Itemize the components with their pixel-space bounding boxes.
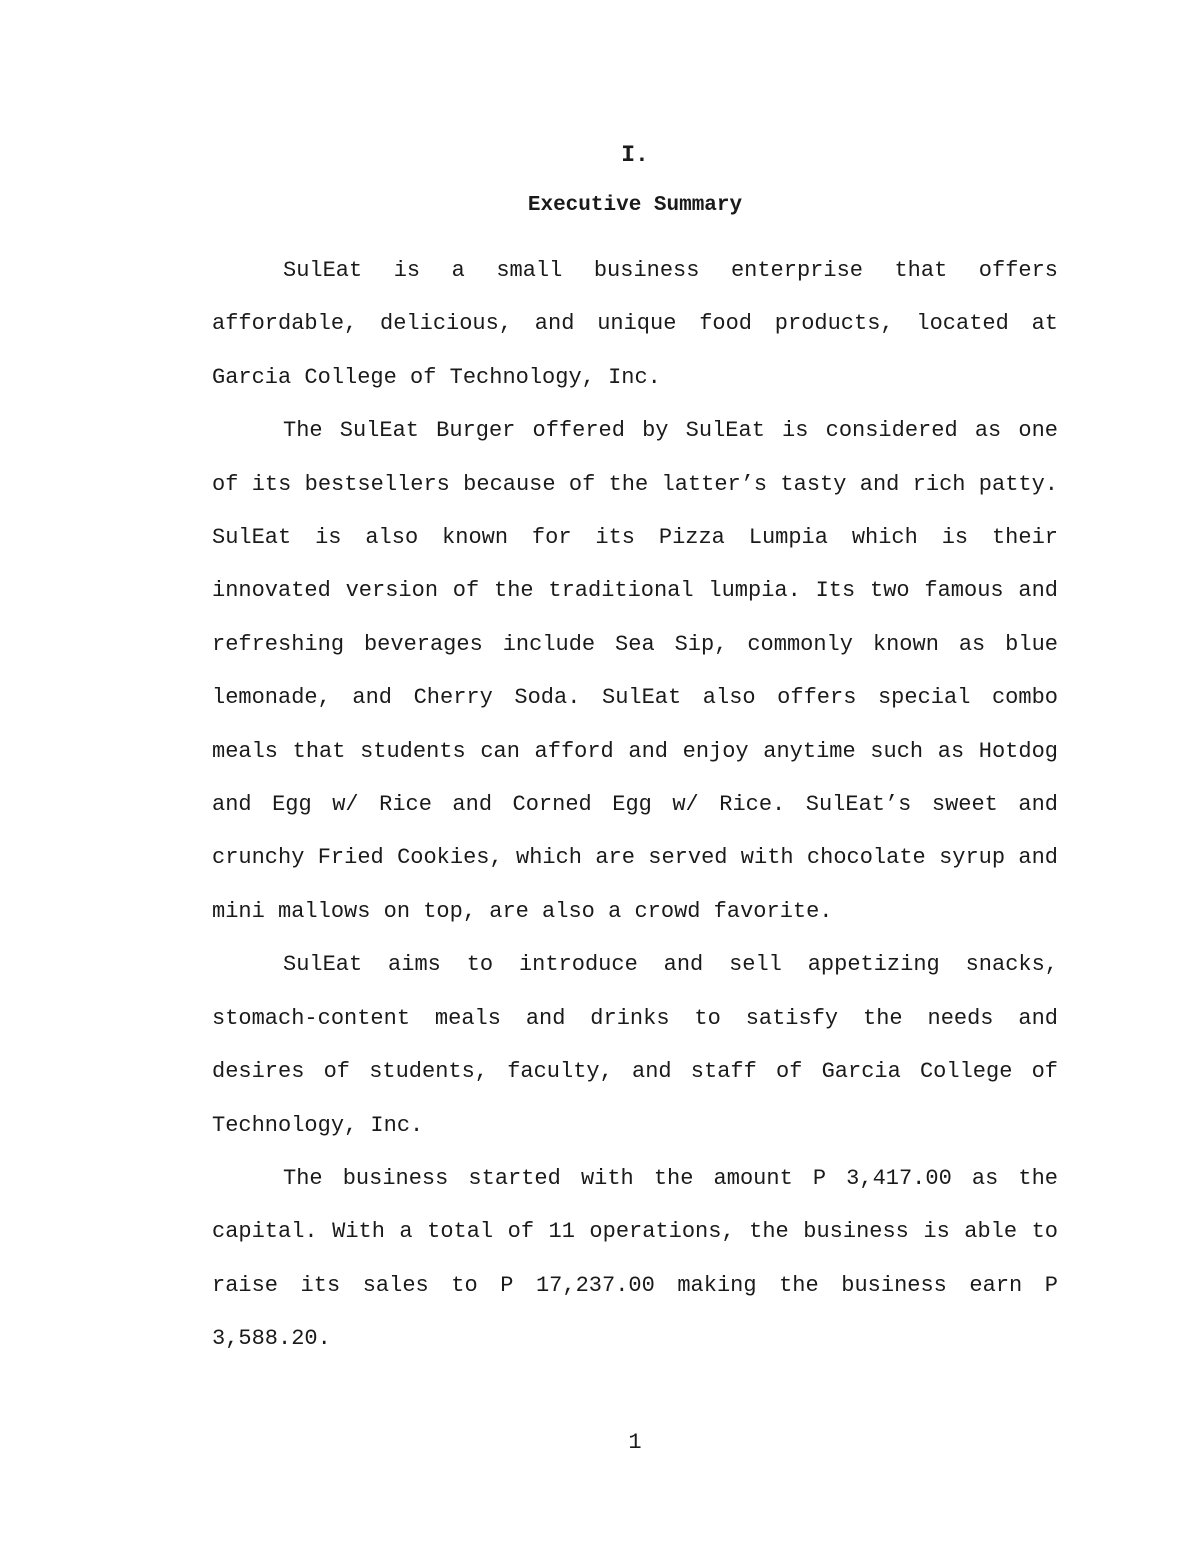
paragraph-products: The SulEat Burger offered by SulEat is considered as one of its bestsellers because of the latter’s tasty and rich patty. SulEat is also known for its Pizza Lumpia which is their innovated version of the traditional lumpia. Its two famous and refreshing beverages include Sea Sip, commonly known as blue lemonade, and Cherry Soda. SulEat also offers special combo meals that students can afford and enjoy anytime such as Hotdog and Egg w/ Rice and Corned Egg w/ Rice. SulEat’s sweet and crunchy Fried Cookies, which are served with chocolate syrup and mini mallows on top, are also a crowd favorite. <box>212 418 1058 924</box>
paragraph-aims: SulEat aims to introduce and sell appetizing snacks, stomach-content meals and drinks to satisfy the needs and desires of students, faculty, and staff of Garcia College of Technology, Inc. <box>212 952 1058 1138</box>
paragraph-intro: SulEat is a small business enterprise that offers affordable, delicious, and unique food products, located at Garcia College of Technology, Inc. <box>212 258 1058 390</box>
section-title: Executive Summary <box>527 194 743 217</box>
chapter-number: I. <box>621 142 649 168</box>
body-text <box>212 244 1058 1366</box>
paragraph-financials: The business started with the amount P 3,417.00 as the capital. With a total of 11 operations, the business is able to raise its sales to P 17,237.00 making the business earn P 3,588.20. <box>212 1165 1058 1352</box>
page-number: 1 <box>628 1430 642 1455</box>
